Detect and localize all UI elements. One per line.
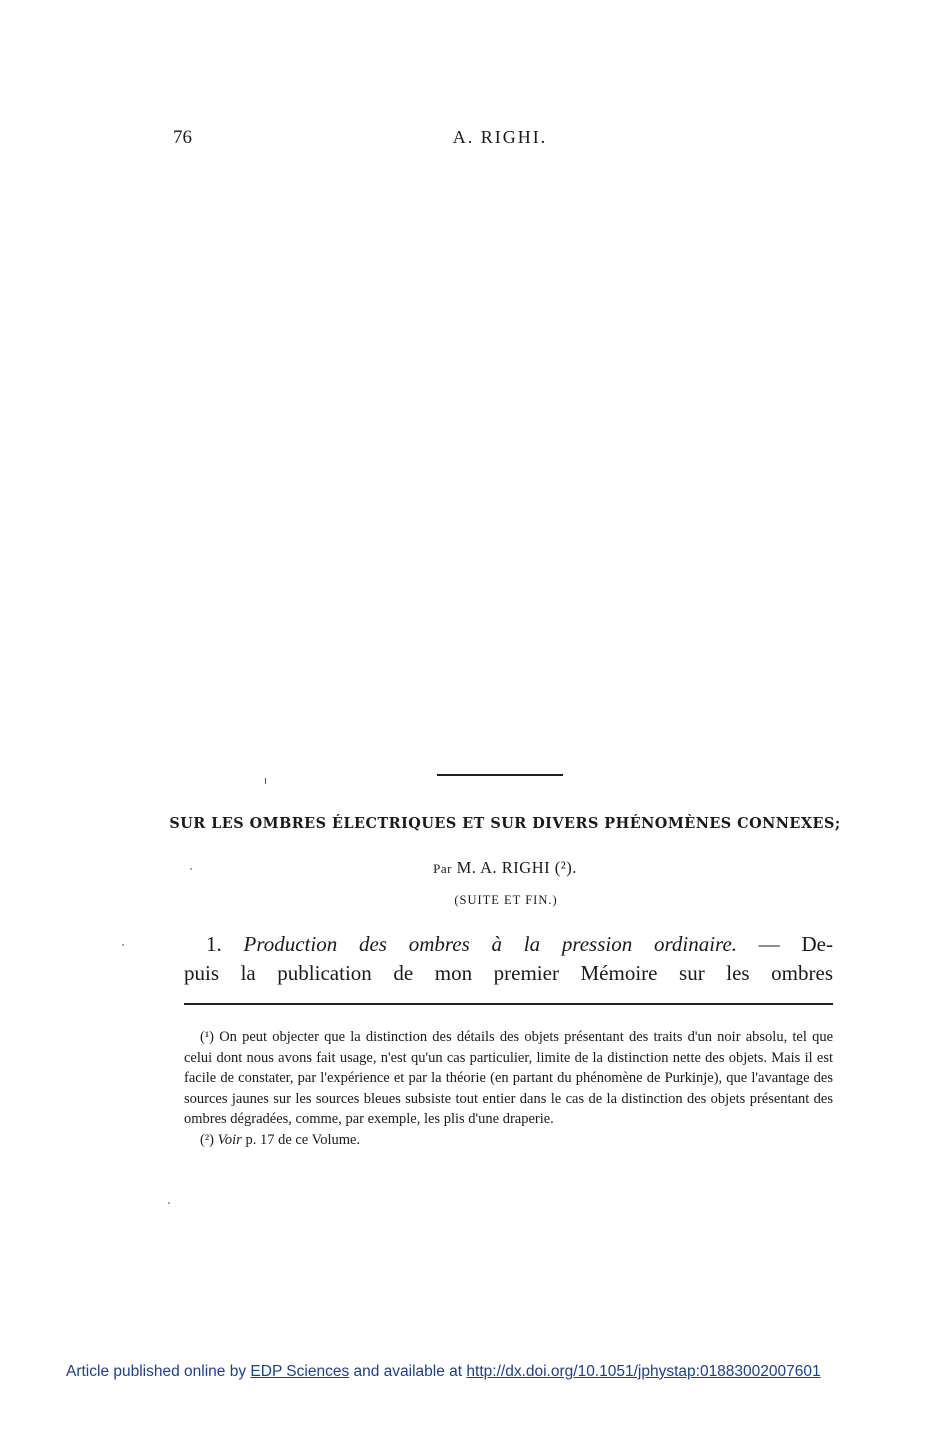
decorative-dot <box>122 944 124 946</box>
byline-par: Par <box>433 861 452 876</box>
footnote-2-marker: (²) <box>200 1131 215 1148</box>
section-heading: Production des ombres à la pression ordinaire. <box>243 932 738 956</box>
footnote-2-voir: Voir <box>217 1131 242 1148</box>
body-line-1-tail: — De- <box>758 932 833 956</box>
publisher-link[interactable]: EDP Sciences <box>250 1363 350 1380</box>
body-paragraph <box>184 930 833 988</box>
byline-author: M. A. RIGHI (²). <box>456 858 577 877</box>
footnote-separator-rule <box>184 1003 833 1005</box>
body-line-1 <box>184 930 833 959</box>
footnotes <box>184 1027 833 1150</box>
section-number: 1. <box>206 932 222 956</box>
doi-link[interactable]: http://dx.doi.org/10.1051/jphystap:01883002007601 <box>466 1363 821 1380</box>
footnote-1-marker: (¹) <box>200 1029 215 1045</box>
publication-banner <box>66 1363 821 1381</box>
decorative-dot <box>168 1202 170 1204</box>
decorative-dot <box>190 868 192 870</box>
article-title: SUR LES OMBRES ÉLECTRIQUES ET SUR DIVERS PHÉNOMÈNES CONNEXES; <box>169 814 841 832</box>
banner-middle: and available at <box>353 1363 463 1380</box>
body-line-2: puis la publication de mon premier Mémoire sur les ombres <box>184 961 833 985</box>
footnote-1-text: On peut objecter que la distinction des détails des objets présentant des traits d'un noir absolu, tel que celui dont nous avons fait usage, n'est qu'un cas particulier, limite de la distinction nette des objets. Mais il est facile de constater, par l'expérience et par la théorie (en partant du phénomène de Purkinje), que l'avantage des sources jaunes sur les sources bleues subsiste tout entier dans le cas de la distinction des objets présentant des ombres dégradées, comme, par exemple, les plis d'une draperie. <box>184 1029 833 1127</box>
footnote-1 <box>184 1027 833 1130</box>
footnote-2-text: p. 17 de ce Volume. <box>245 1131 361 1148</box>
continuation-note: (SUITE ET FIN.) <box>454 893 558 907</box>
page-number: 76 <box>173 127 192 148</box>
title-separator-rule <box>437 774 563 776</box>
byline <box>0 858 930 878</box>
decorative-mark <box>265 778 266 784</box>
footnote-2 <box>184 1130 833 1151</box>
banner-prefix: Article published online by <box>66 1363 247 1380</box>
running-head: A. RIGHI. <box>452 127 548 147</box>
